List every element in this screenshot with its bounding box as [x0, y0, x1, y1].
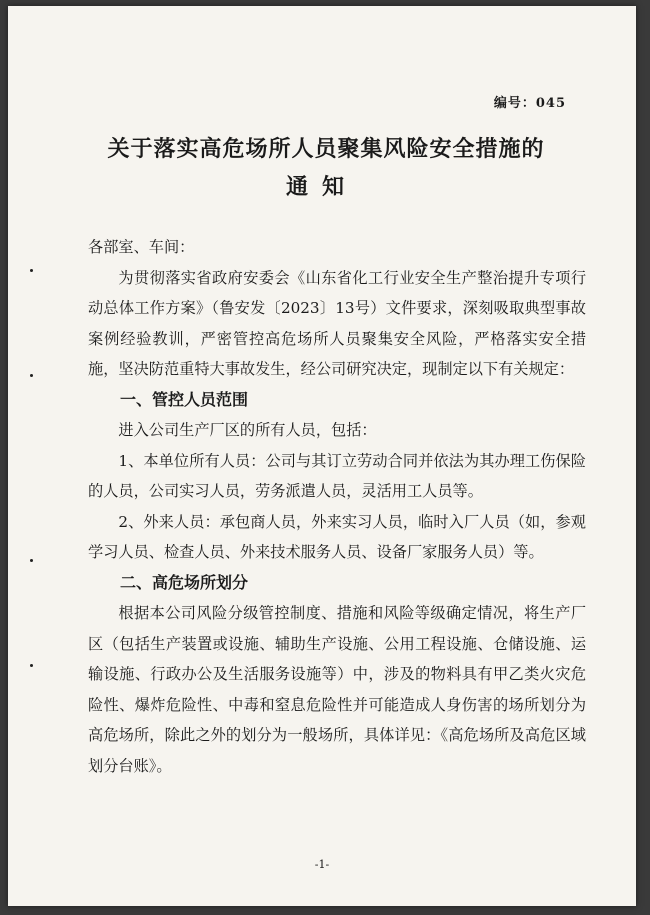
- binding-hole-mark: [30, 559, 33, 562]
- binding-hole-mark: [30, 269, 33, 272]
- document-page: [8, 6, 636, 906]
- section-heading-1: 一、管控人员范围: [120, 389, 249, 409]
- paragraph-scope: 进入公司生产厂区的所有人员，包括：: [118, 421, 377, 439]
- paragraph-external-staff: 2、外来人员：承包商人员，外来实习人员，临时入厂人员（如，参观学习人员、检查人员、外来技术服务人员、设备厂家服务人员）等。: [88, 512, 586, 561]
- paragraph-intro: 为贯彻落实省政府安委会《山东省化工行业安全生产整治提升专项行动总体工作方案》（鲁安发〔2023〕13号）文件要求，深刻吸取典型事故案例经验教训，严密管控高危场所人员聚集安全风险，严格落实安全措施，坚决防范重特大事故发生，经公司研究决定，现制定以下有关规定：: [88, 268, 586, 378]
- document-body: [88, 232, 586, 781]
- page-number: -1-: [314, 858, 330, 871]
- document-title-line-1: 关于落实高危场所人员聚集风险安全措施的: [107, 136, 545, 162]
- document-title-line-2: 通知: [285, 174, 358, 200]
- binding-hole-mark: [30, 664, 33, 667]
- binding-hole-mark: [30, 374, 33, 377]
- paragraph-high-risk-areas: 根据本公司风险分级管控制度、措施和风险等级确定情况，将生产厂区（包括生产装置或设施、辅助生产设施、公用工程设施、仓储设施、运输设施、行政办公及生活服务设施等）中，涉及的物料具有甲乙类火灾危险性、爆炸危险性、中毒和窒息危险性并可能造成人身伤害的场所划分为高危场所，除此之外的划分为一般场所，具体详见：《高危场所及高危区域划分台账》。: [88, 604, 586, 775]
- section-heading-2: 二、高危场所划分: [120, 572, 249, 592]
- paragraph-own-staff: 1、本单位所有人员：公司与其订立劳动合同并依法为其办理工伤保险的人员，公司实习人员，劳务派遣人员，灵活用工人员等。: [88, 451, 586, 500]
- document-number: 编号：045: [493, 96, 566, 111]
- salutation: 各部室、车间：: [88, 238, 195, 256]
